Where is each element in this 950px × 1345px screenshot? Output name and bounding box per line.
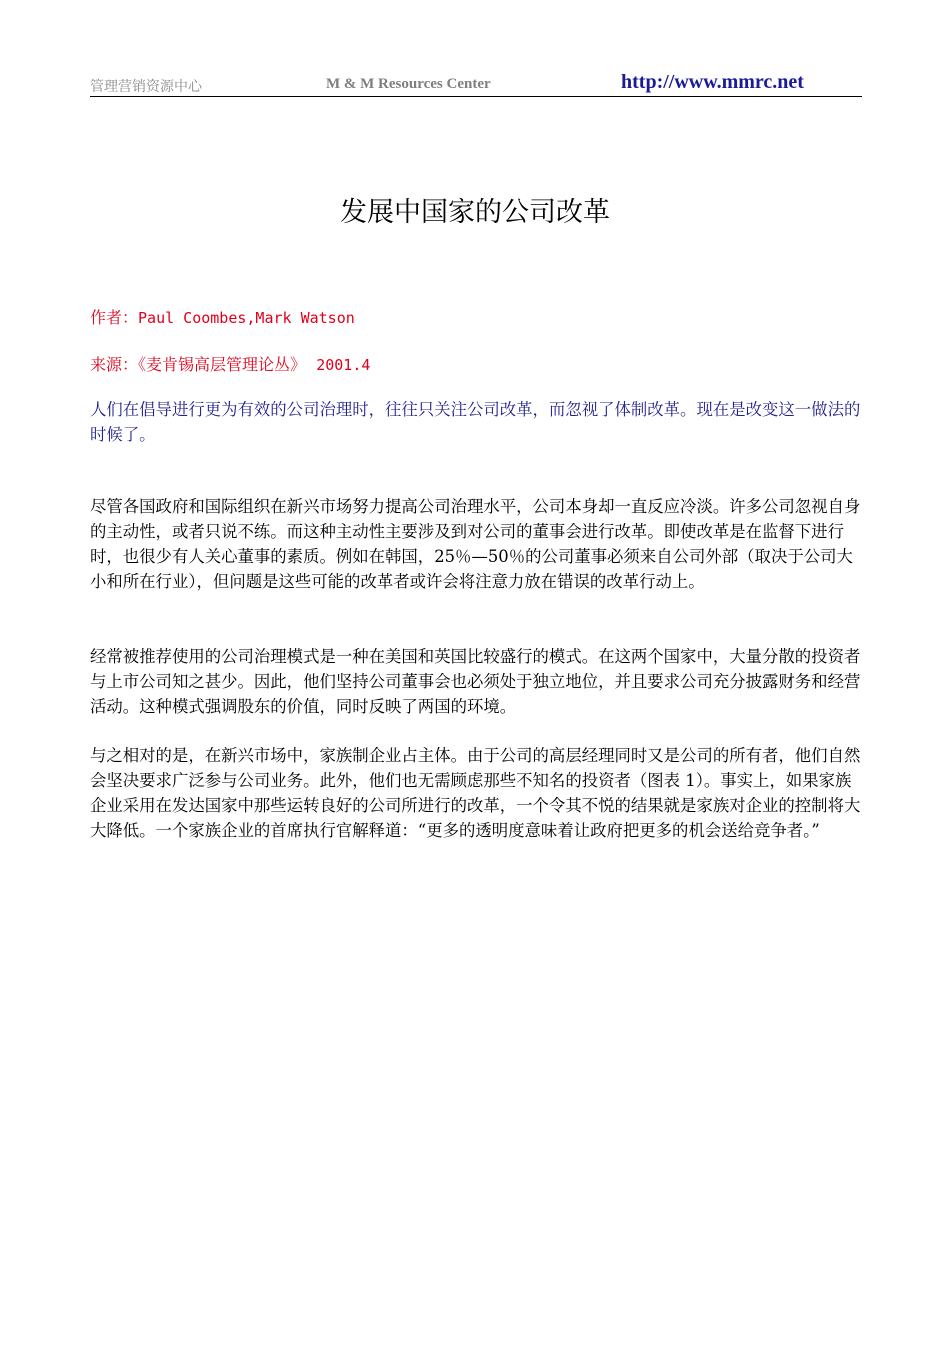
source-date: 2001.4 (316, 356, 371, 374)
source-line (90, 352, 370, 375)
document-title: 发展中国家的公司改革 (340, 197, 610, 228)
body-paragraph: 经常被推荐使用的公司治理模式是一种在美国和英国比较盛行的模式。在这两个国家中，大量分散的投资者与上市公司知之甚少。因此，他们坚持公司董事会也必须处于独立地位，并且要求公司充分披露财务和经营活动。这种模式强调股东的价值，同时反映了两国的环境。 (90, 647, 861, 716)
author-line (90, 305, 355, 328)
body-paragraph: 与之相对的是，在新兴市场中，家族制企业占主体。由于公司的高层经理同时又是公司的所有者，他们自然会坚决要求广泛参与公司业务。此外，他们也无需顾虑那些不知名的投资者（图表 1）。事实上，如果家族企业采用在发达国家中那些运转良好的公司所进行的改革，一个令其不悦的结果就是家族对企业的控制将大大降低。一个家族企业的首席执行官解释道：“更多的透明度意味着让政府把更多的机会送给竞争者。” (90, 746, 861, 840)
header-center-name-cn: 管理营销资源中心 (90, 79, 202, 95)
body-paragraph: 尽管各国政府和国际组织在新兴市场努力提高公司治理水平，公司本身却一直反应冷淡。许多公司忽视自身的主动性，或者只说不练。而这种主动性主要涉及到对公司的董事会进行改革。即使改革是在监督下进行时，也很少有人关心董事的素质。例如在韩国，25％—50％的公司董事必须来自公司外部（取决于公司大小和所在行业），但问题是这些可能的改革者或许会将注意力放在错误的改革行动上。 (90, 497, 861, 591)
source-label: 来源： (90, 355, 139, 374)
header-center-name-en: M & M Resources Center (326, 76, 491, 92)
author-label: 作者： (90, 308, 139, 327)
author-names: Paul Coombes,Mark Watson (138, 309, 355, 327)
header-url-link[interactable]: http://www.mmrc.net (621, 71, 804, 93)
source-publication: 《麦肯锡高层管理论丛》 (138, 355, 307, 374)
abstract-paragraph: 人们在倡导进行更为有效的公司治理时，往往只关注公司改革，而忽视了体制改革。现在是改变这一做法的时候了。 (90, 400, 861, 444)
page-header (90, 70, 862, 97)
